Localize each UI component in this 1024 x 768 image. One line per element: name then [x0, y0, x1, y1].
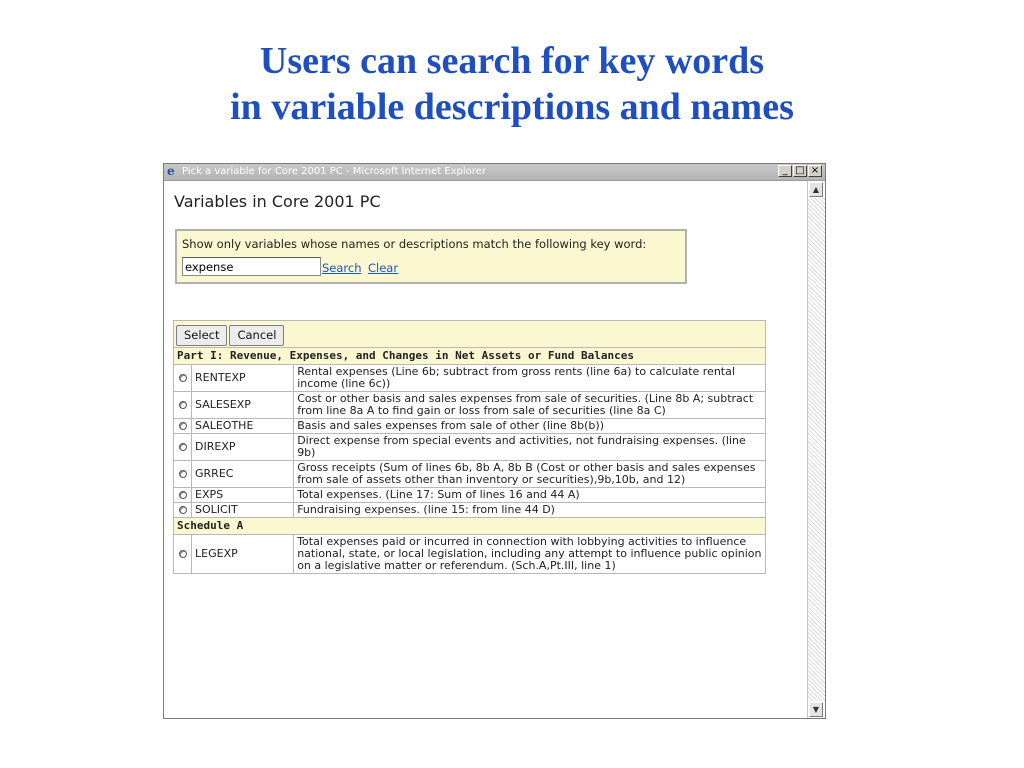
select-button[interactable]: Select: [176, 325, 227, 346]
minimize-button[interactable]: _: [778, 165, 792, 177]
scrollbar-track[interactable]: [808, 198, 825, 701]
table-row[interactable]: [174, 503, 766, 518]
table-row[interactable]: [174, 392, 766, 419]
keyword-input[interactable]: [182, 257, 321, 276]
table-button-row: [174, 321, 766, 348]
filter-panel: [175, 229, 687, 284]
variable-name: EXPS: [192, 488, 294, 503]
filter-label: Show only variables whose names or descriptions match the following key word:: [182, 237, 647, 251]
table-row[interactable]: [174, 488, 766, 503]
table-row[interactable]: [174, 535, 766, 574]
variable-radio[interactable]: [179, 491, 187, 499]
page-heading: Variables in Core 2001 PC: [174, 192, 381, 211]
variable-name: RENTEXP: [192, 365, 294, 392]
maximize-button[interactable]: □: [793, 165, 807, 177]
window-title: Pick a variable for Core 2001 PC - Microsoft Internet Explorer: [182, 166, 486, 177]
variable-name: SALESEXP: [192, 392, 294, 419]
table-row[interactable]: [174, 365, 766, 392]
variable-description: Total expenses. (Line 17: Sum of lines 16 and 44 A): [294, 488, 766, 503]
variable-description: Total expenses paid or incurred in connection with lobbying activities to influence national, state, or local legislation, including any attempt to influence public opinion on a legislative matter or referendum. (Sch.A,Pt.III, line 1): [294, 535, 766, 574]
slide-title: [0, 38, 1024, 130]
variable-radio[interactable]: [179, 470, 187, 478]
section-header-row: [174, 348, 766, 365]
variable-radio[interactable]: [179, 443, 187, 451]
page-content: [164, 181, 808, 718]
variable-name: LEGEXP: [192, 535, 294, 574]
variable-name: GRREC: [192, 461, 294, 488]
close-button[interactable]: ×: [808, 165, 822, 177]
clear-link[interactable]: Clear: [368, 261, 399, 275]
variable-radio[interactable]: [179, 506, 187, 514]
section-title: Part I: Revenue, Expenses, and Changes in Net Assets or Fund Balances: [174, 348, 766, 365]
scroll-up-arrow-icon[interactable]: ▲: [809, 182, 823, 197]
variable-name: SALEOTHE: [192, 419, 294, 434]
variable-radio[interactable]: [179, 374, 187, 382]
table-row[interactable]: [174, 434, 766, 461]
variable-radio[interactable]: [179, 550, 187, 558]
variable-description: Basis and sales expenses from sale of other (line 8b(b)): [294, 419, 766, 434]
variable-description: Rental expenses (Line 6b; subtract from gross rents (line 6a) to calculate rental income (line 6c)): [294, 365, 766, 392]
search-link[interactable]: Search: [322, 261, 362, 275]
variable-description: Fundraising expenses. (line 15: from line 44 D): [294, 503, 766, 518]
variables-table: [173, 320, 766, 574]
slide-title-line-2: in variable descriptions and names: [230, 86, 794, 128]
variable-description: Direct expense from special events and activities, not fundraising expenses. (line 9b): [294, 434, 766, 461]
variable-description: Gross receipts (Sum of lines 6b, 8b A, 8b B (Cost or other basis and sales expenses from sale of assets other than inventory or securities),9b,10b, and 12): [294, 461, 766, 488]
variable-name: SOLICIT: [192, 503, 294, 518]
section-title: Schedule A: [174, 518, 766, 535]
window-titlebar[interactable]: [164, 164, 825, 181]
ie-icon: e: [167, 164, 175, 178]
variable-radio[interactable]: [179, 422, 187, 430]
browser-window: [163, 163, 826, 719]
vertical-scrollbar[interactable]: [807, 181, 825, 718]
window-controls: [778, 165, 822, 177]
variable-radio[interactable]: [179, 401, 187, 409]
cancel-button[interactable]: Cancel: [229, 325, 284, 346]
section-header-row: [174, 518, 766, 535]
variable-description: Cost or other basis and sales expenses from sale of securities. (Line 8b A; subtract from line 8a A to find gain or loss from sale of securities (line 8a C): [294, 392, 766, 419]
variable-name: DIREXP: [192, 434, 294, 461]
scroll-down-arrow-icon[interactable]: ▼: [809, 702, 823, 717]
table-row[interactable]: [174, 461, 766, 488]
table-row[interactable]: [174, 419, 766, 434]
slide-title-line-1: Users can search for key words: [259, 40, 765, 82]
